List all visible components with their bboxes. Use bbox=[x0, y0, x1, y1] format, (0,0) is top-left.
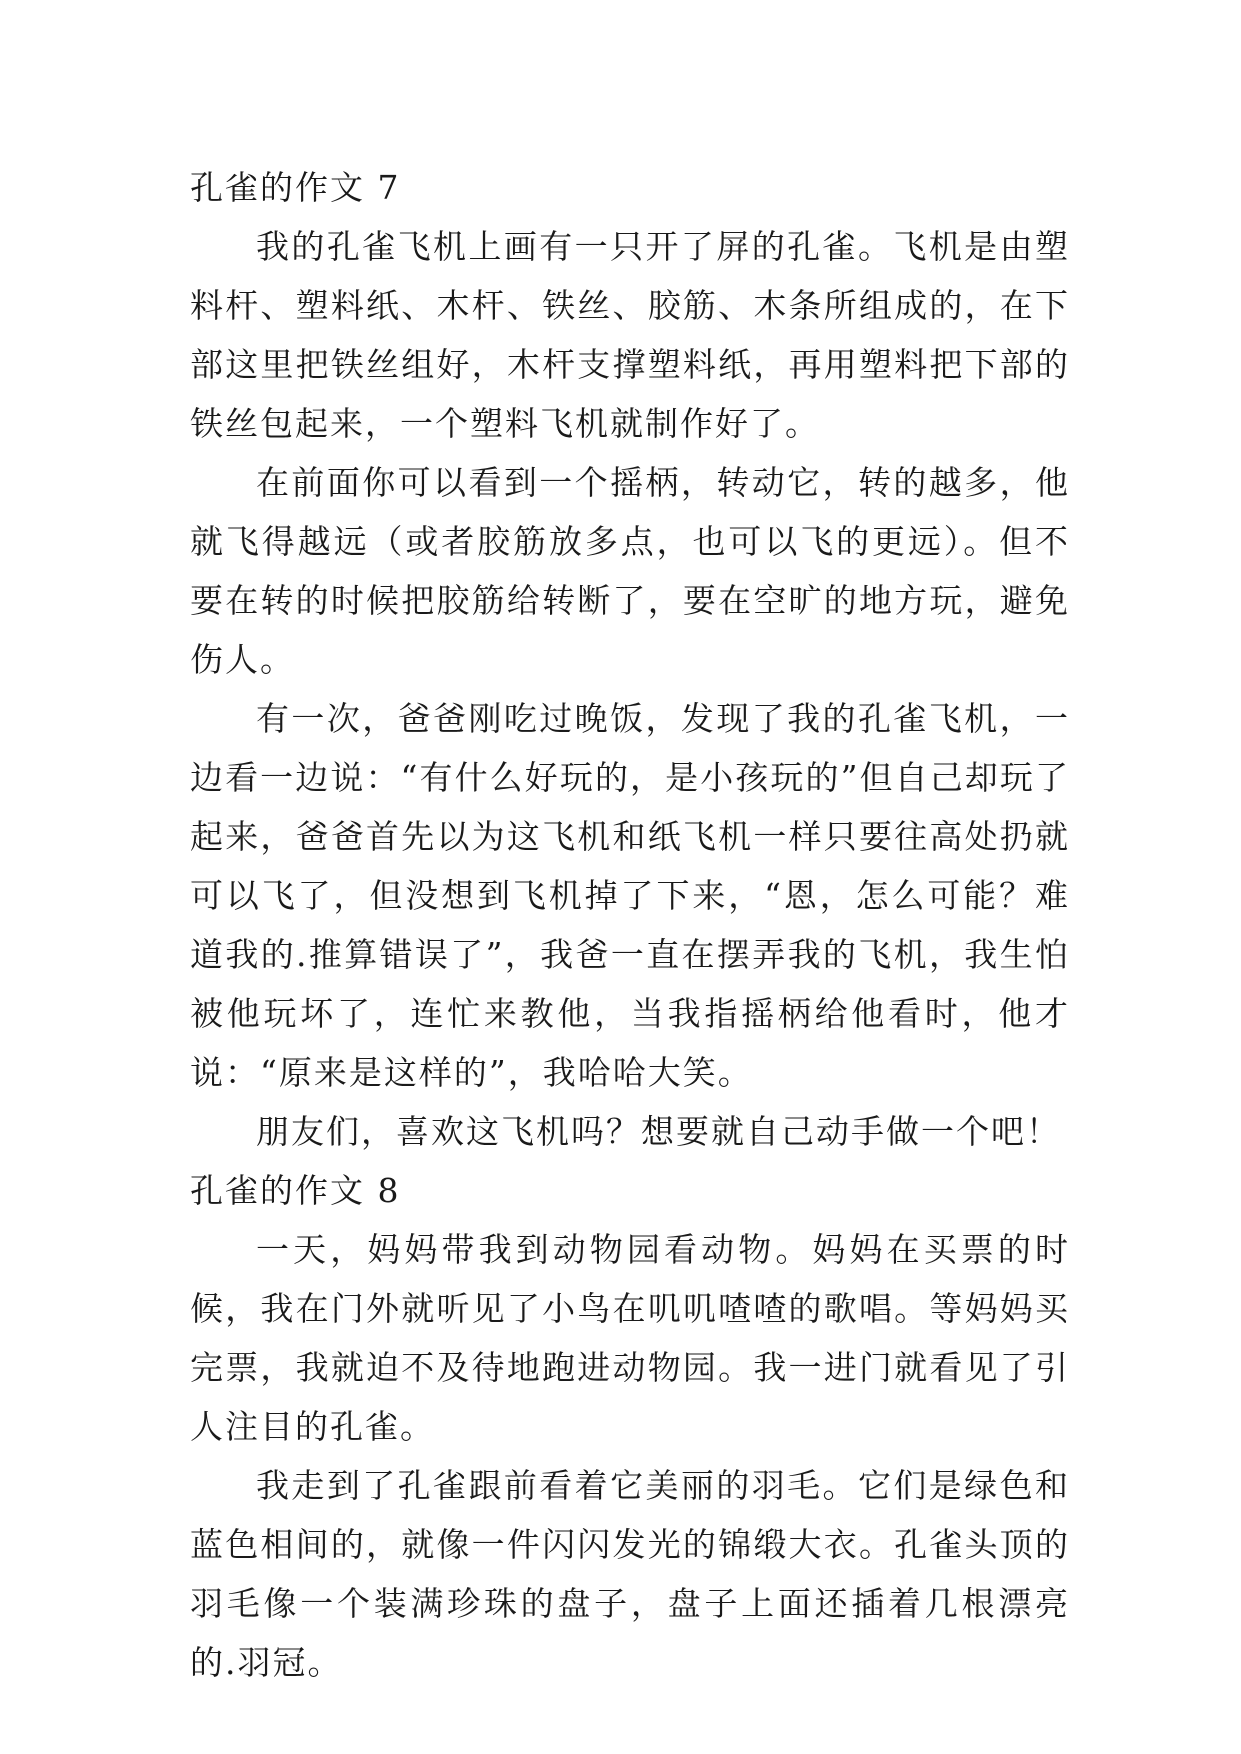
essay-7-paragraph: 我的孔雀飞机上画有一只开了屏的孔雀。飞机是由塑料杆、塑料纸、木杆、铁丝、胶筋、木条所组成的，在下部这里把铁丝组好，木杆支撑塑料纸，再用塑料把下部的铁丝包起来，一个塑料飞机就制作好了。 bbox=[190, 227, 1070, 443]
essay-7-paragraph: 在前面你可以看到一个摇柄，转动它，转的越多，他就飞得越远（或者胶筋放多点，也可以飞的更远）。但不要在转的时候把胶筋给转断了，要在空旷的地方玩，避免伤人。 bbox=[190, 463, 1070, 679]
essay-8-title: 孔雀的作文 8 bbox=[190, 1171, 401, 1210]
document-body bbox=[190, 158, 1070, 1692]
essay-8-paragraph: 一天，妈妈带我到动物园看动物。妈妈在买票的时候，我在门外就听见了小鸟在叽叽喳喳的歌唱。等妈妈买完票，我就迫不及待地跑进动物园。我一进门就看见了引人注目的孔雀。 bbox=[190, 1230, 1070, 1446]
essay-7-paragraph: 有一次，爸爸刚吃过晚饭，发现了我的孔雀飞机，一边看一边说：“有什么好玩的，是小孩玩的”但自己却玩了起来，爸爸首先以为这飞机和纸飞机一样只要往高处扔就可以飞了，但没想到飞机掉了下来，“恩，怎么可能？难道我的.推算错误了”，我爸一直在摆弄我的飞机，我生怕被他玩坏了，连忙来教他，当我指摇柄给他看时，他才说：“原来是这样的”，我哈哈大笑。 bbox=[190, 699, 1070, 1092]
essay-8-paragraph: 我走到了孔雀跟前看着它美丽的羽毛。它们是绿色和蓝色相间的，就像一件闪闪发光的锦缎大衣。孔雀头顶的羽毛像一个装满珍珠的盘子，盘子上面还插着几根漂亮的.羽冠。 bbox=[190, 1466, 1070, 1682]
essay-7-paragraph: 朋友们，喜欢这飞机吗？想要就自己动手做一个吧！ bbox=[256, 1112, 1061, 1151]
essay-7-title: 孔雀的作文 7 bbox=[190, 168, 401, 207]
